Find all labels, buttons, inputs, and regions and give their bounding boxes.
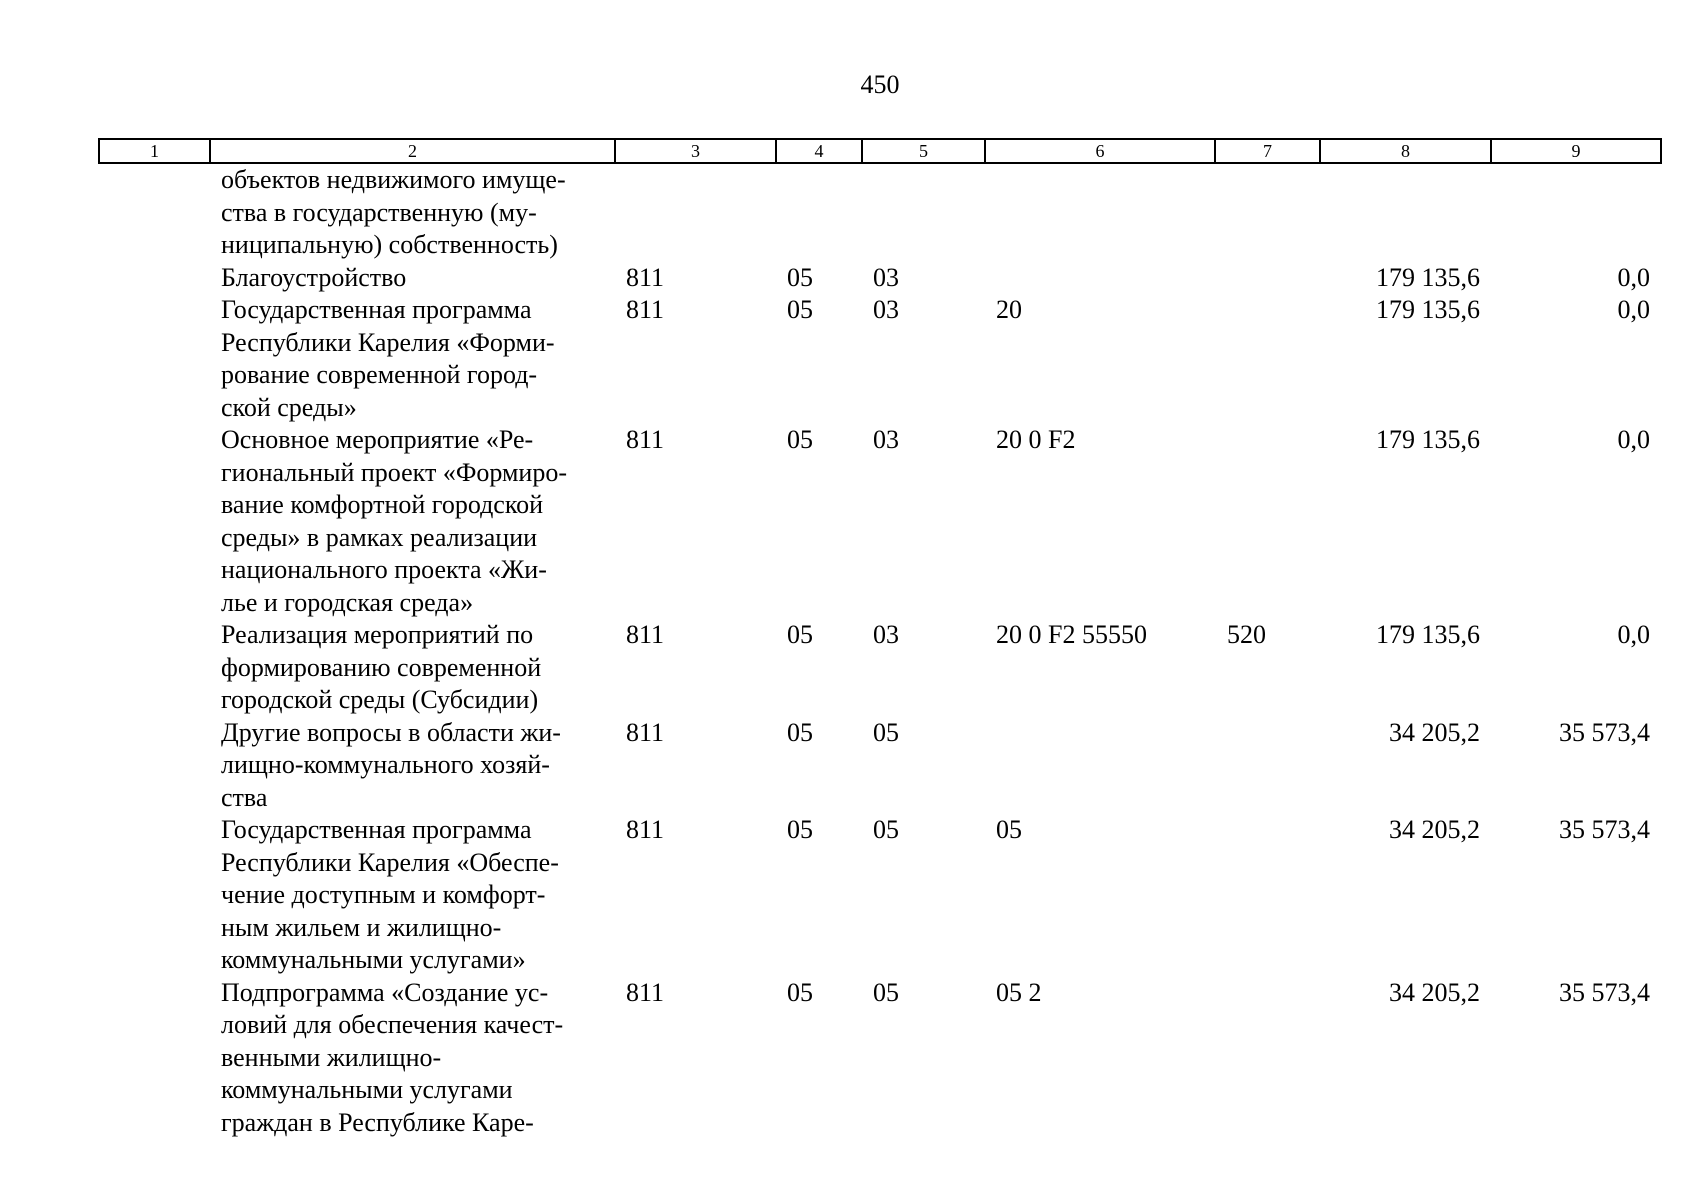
table-row	[99, 294, 1661, 424]
ministry-code-cell: 811	[626, 717, 665, 747]
column-header-7: 7	[1215, 139, 1320, 163]
amount-col9-cell: 0,0	[1617, 620, 1650, 649]
section-code-cell: 05	[787, 425, 813, 454]
table-row	[99, 717, 1661, 815]
amount-col8-cell	[1320, 163, 1491, 262]
item-name-cell: объектов недвижимого имуще- ства в государственную (му- ниципальную) собственность)	[221, 165, 566, 259]
item-name-cell: Реализация мероприятий по формированию современной городской среды (Субсидии)	[221, 620, 542, 714]
subsection-code-cell: 03	[873, 262, 899, 292]
ministry-code-cell: 811	[626, 262, 665, 292]
expense-type-cell	[1215, 977, 1320, 1140]
section-code-cell	[776, 163, 862, 262]
section-code-cell: 05	[787, 295, 813, 324]
item-name-cell: Основное мероприятие «Ре- гиональный проект «Формиро- вание комфортной городской среды» в рамках реализации национального проекта «Жи- лье и городская среда»	[221, 425, 567, 617]
target-article-cell: 20 0 F2 55550	[996, 620, 1147, 649]
row-number-cell	[99, 977, 210, 1140]
target-article-cell	[985, 717, 1215, 815]
column-header-9: 9	[1491, 139, 1661, 163]
column-header-5: 5	[862, 139, 985, 163]
budget-table	[98, 138, 1662, 1139]
subsection-code-cell: 03	[873, 425, 899, 454]
table-row	[99, 262, 1661, 295]
amount-col8-cell: 34 205,2	[1389, 717, 1480, 747]
expense-type-cell	[1215, 294, 1320, 424]
row-number-cell	[99, 424, 210, 619]
section-code-cell: 05	[787, 262, 813, 292]
expense-type-cell	[1215, 717, 1320, 815]
expense-type-cell: 520	[1227, 620, 1266, 649]
column-header-8: 8	[1320, 139, 1491, 163]
amount-col9-cell: 35 573,4	[1559, 977, 1650, 1007]
table-row	[99, 619, 1661, 717]
section-code-cell: 05	[787, 815, 813, 844]
subsection-code-cell	[862, 163, 985, 262]
item-name-cell: Благоустройство	[221, 262, 407, 292]
item-name-cell: Государственная программа Республики Карелия «Обеспе- чение доступным и комфорт- ным жильем и жилищно- коммунальными услугами»	[221, 815, 559, 974]
column-number-header-row	[99, 139, 1661, 163]
expense-type-cell	[1215, 424, 1320, 619]
amount-col9-cell	[1491, 163, 1661, 262]
table-row	[99, 424, 1661, 619]
amount-col9-cell: 0,0	[1617, 295, 1650, 324]
row-number-cell	[99, 814, 210, 977]
row-number-cell	[99, 262, 210, 295]
item-name-cell: Другие вопросы в области жи- лищно-коммунального хозяй- ства	[221, 717, 561, 812]
section-code-cell: 05	[787, 977, 813, 1007]
amount-col9-cell: 0,0	[1617, 425, 1650, 454]
ministry-code-cell: 811	[626, 620, 665, 649]
amount-col8-cell: 34 205,2	[1389, 977, 1480, 1007]
row-number-cell	[99, 163, 210, 262]
table-row	[99, 163, 1661, 262]
ministry-code-cell: 811	[626, 815, 665, 844]
item-name-cell: Государственная программа Республики Карелия «Форми- рование современной город- ской среды»	[221, 295, 555, 422]
amount-col9-cell: 35 573,4	[1559, 717, 1650, 747]
target-article-cell: 20	[996, 295, 1022, 324]
column-header-3: 3	[615, 139, 776, 163]
target-article-cell: 05	[996, 815, 1022, 844]
amount-col8-cell: 34 205,2	[1389, 815, 1480, 844]
column-header-4: 4	[776, 139, 862, 163]
table-row	[99, 814, 1661, 977]
column-header-1: 1	[99, 139, 210, 163]
table-row	[99, 977, 1661, 1140]
subsection-code-cell: 03	[873, 295, 899, 324]
amount-col8-cell: 179 135,6	[1376, 262, 1480, 292]
amount-col9-cell: 0,0	[1617, 262, 1650, 292]
row-number-cell	[99, 619, 210, 717]
column-header-6: 6	[985, 139, 1215, 163]
target-article-cell: 05 2	[996, 977, 1042, 1007]
subsection-code-cell: 05	[873, 717, 899, 747]
section-code-cell: 05	[787, 717, 813, 747]
target-article-cell	[985, 262, 1215, 295]
section-code-cell: 05	[787, 620, 813, 649]
expense-type-cell	[1215, 163, 1320, 262]
page-number: 450	[860, 70, 900, 99]
row-number-cell	[99, 717, 210, 815]
row-number-cell	[99, 294, 210, 424]
amount-col9-cell: 35 573,4	[1559, 815, 1650, 844]
ministry-code-cell	[615, 163, 776, 262]
ministry-code-cell: 811	[626, 977, 665, 1007]
amount-col8-cell: 179 135,6	[1376, 620, 1480, 649]
target-article-cell	[985, 163, 1215, 262]
subsection-code-cell: 03	[873, 620, 899, 649]
ministry-code-cell: 811	[626, 425, 665, 454]
amount-col8-cell: 179 135,6	[1376, 425, 1480, 454]
amount-col8-cell: 179 135,6	[1376, 295, 1480, 324]
expense-type-cell	[1215, 262, 1320, 295]
ministry-code-cell: 811	[626, 295, 665, 324]
expense-type-cell	[1215, 814, 1320, 977]
column-header-2: 2	[210, 139, 615, 163]
subsection-code-cell: 05	[873, 977, 899, 1007]
subsection-code-cell: 05	[873, 815, 899, 844]
target-article-cell: 20 0 F2	[996, 425, 1076, 454]
item-name-cell: Подпрограмма «Создание ус- ловий для обеспечения качест- венными жилищно- коммунальными услугами граждан в Республике Каре-	[221, 977, 564, 1137]
